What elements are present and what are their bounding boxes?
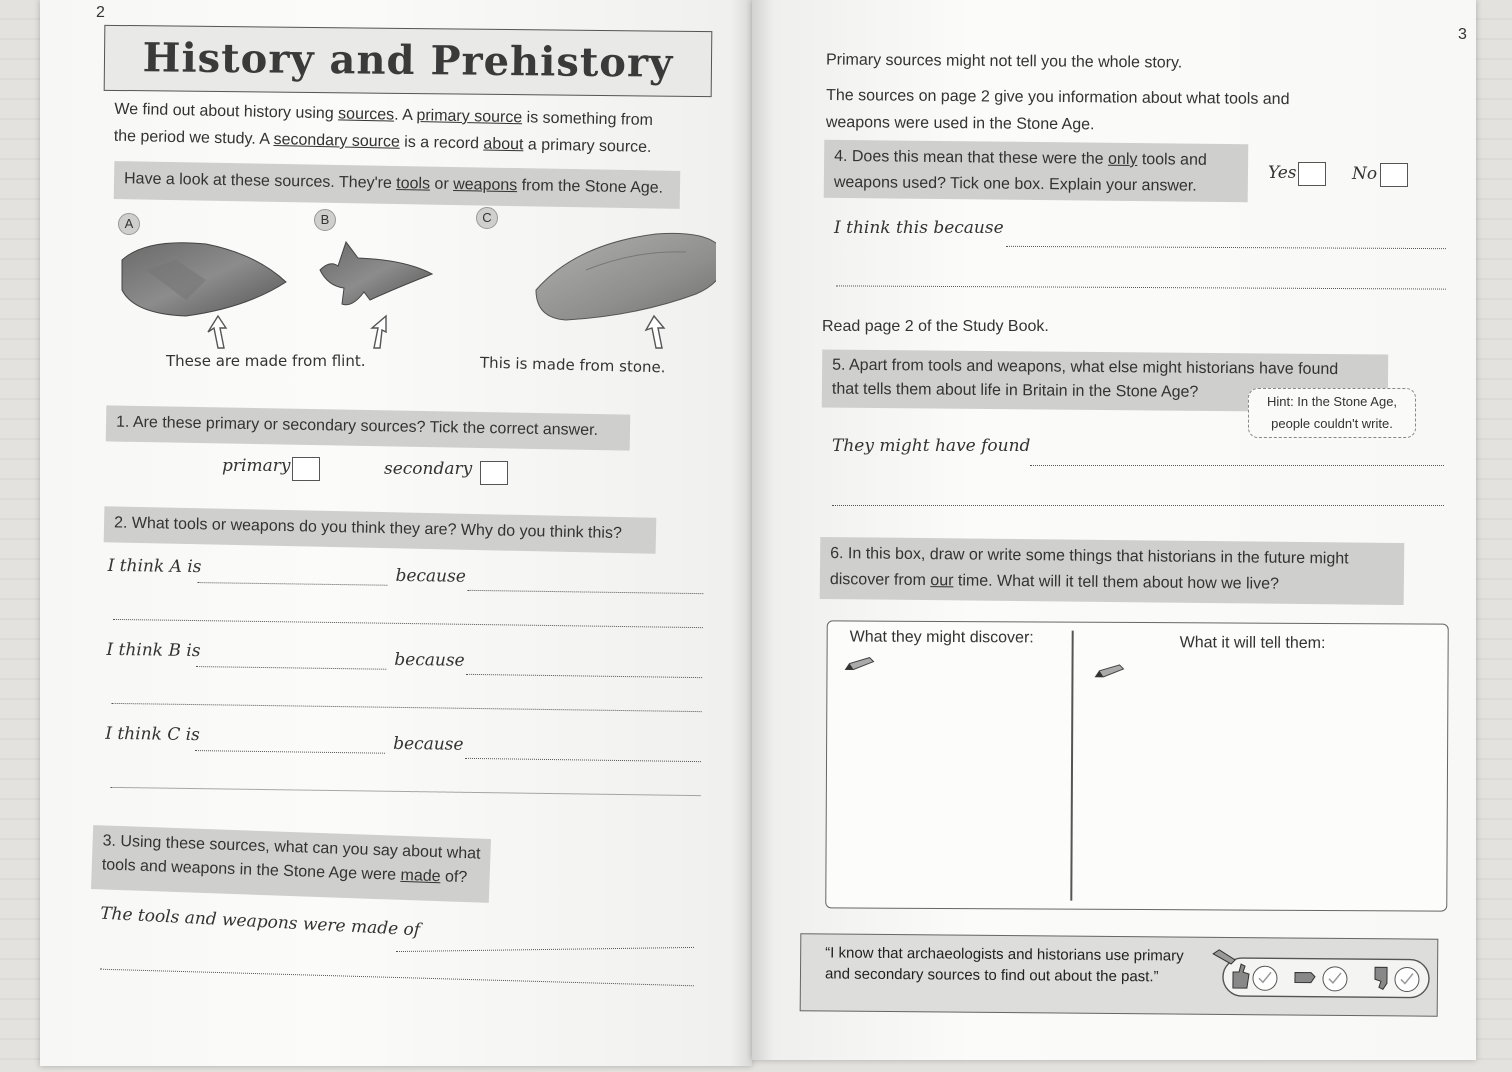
page-number-left: 2 xyxy=(96,4,105,21)
q4-no-checkbox[interactable] xyxy=(1380,163,1408,187)
q4-only: only xyxy=(1107,150,1138,169)
q3-answer-lead: The tools and weapons were made of xyxy=(99,903,421,941)
q2-lead-b: I think B is xyxy=(106,639,201,662)
q1-primary-checkbox[interactable] xyxy=(292,457,320,481)
q4-no-label: No xyxy=(1352,164,1378,184)
read-study-book: Read page 2 of the Study Book. xyxy=(822,318,1049,335)
intro-text-2: . A xyxy=(393,106,417,125)
q4-text-2: tools and xyxy=(1137,151,1207,169)
page-title: History and Prehistory xyxy=(142,34,674,87)
q4-line2: weapons used? Tick one box. Explain your answer. xyxy=(833,173,1197,195)
q5-answer-line2[interactable] xyxy=(832,504,1444,506)
tick-circle-3[interactable] xyxy=(1395,967,1419,991)
quote-line1: “I know that archaeologists and historians use primary xyxy=(825,944,1184,965)
left-page xyxy=(40,0,752,1066)
q2-reason-b-line2[interactable] xyxy=(112,702,702,712)
question-4-bar xyxy=(824,140,1249,202)
q3-text-end: of? xyxy=(440,868,468,887)
right-intro-1: Primary sources might not tell you the whole story. xyxy=(825,51,1183,72)
stone-tool-c-icon xyxy=(536,233,716,320)
q3-answer-field[interactable] xyxy=(396,946,694,952)
q2-lead-a: I think A is xyxy=(107,555,202,578)
q2-answer-b-field[interactable] xyxy=(196,665,386,670)
tick-circle-2[interactable] xyxy=(1323,967,1347,991)
title-banner xyxy=(104,25,713,97)
q2-answer-a-field[interactable] xyxy=(197,581,387,586)
right-intro-2 xyxy=(826,82,1290,140)
q3-made: made xyxy=(400,866,441,886)
q2-because-b: because xyxy=(394,649,465,671)
intro-about: about xyxy=(483,135,524,154)
page-number-right: 3 xyxy=(1458,26,1467,43)
self-assessment-quote xyxy=(825,942,1184,987)
pencil-icon xyxy=(1093,663,1125,681)
q2-answer-c-field[interactable] xyxy=(195,749,385,754)
label-b: B xyxy=(314,209,336,231)
q1-secondary-checkbox[interactable] xyxy=(480,461,508,485)
hint-bubble xyxy=(1248,388,1416,438)
q2-because-c: because xyxy=(393,733,464,755)
rating-scale xyxy=(1211,948,1433,1006)
q6-text: discover from xyxy=(829,571,931,590)
q5-answer-field[interactable] xyxy=(1030,464,1444,466)
intro-sources: sources xyxy=(337,105,395,124)
look-weapons: weapons xyxy=(453,175,518,195)
caption-stone: This is made from stone. xyxy=(479,353,666,377)
q2-reason-c-line2[interactable] xyxy=(111,786,701,796)
q4-yes-checkbox[interactable] xyxy=(1298,162,1326,186)
q3-text: tools and weapons in the Stone Age were xyxy=(101,856,401,884)
look-text-2: or xyxy=(429,175,454,193)
label-c: C xyxy=(476,207,498,229)
question-2-answers xyxy=(104,556,707,814)
self-assessment-box xyxy=(800,933,1439,1017)
question-3-bar xyxy=(91,825,491,903)
q6-line1: 6. In this box, draw or write some things that historians in the future might xyxy=(830,545,1349,568)
q4-answer-lead: I think this because xyxy=(834,218,1004,238)
question-1-bar: 1. Are these primary or secondary sources? Tick the correct answer. xyxy=(106,405,631,450)
intro-text-6: a primary source. xyxy=(523,136,652,156)
stone-age-artefacts xyxy=(116,230,716,360)
intro-text: We find out about history using xyxy=(114,100,339,123)
intro-text-5: is a record xyxy=(399,133,484,153)
q2-lead-c: I think C is xyxy=(105,723,200,746)
q2-reason-b-field[interactable] xyxy=(466,673,702,678)
hint-line2: people couldn't write. xyxy=(1271,416,1393,431)
tick-circle-1[interactable] xyxy=(1253,966,1277,990)
q1-secondary-label: secondary xyxy=(384,459,473,479)
q3-line1: 3. Using these sources, what can you say about what xyxy=(102,832,481,863)
col1-header: What they might discover: xyxy=(849,628,1034,647)
right-intro-2-line2: weapons were used in the Stone Age. xyxy=(825,113,1095,134)
arrowhead-b-icon xyxy=(320,242,432,305)
q2-reason-c-field[interactable] xyxy=(465,757,701,762)
q6-our: our xyxy=(930,572,954,590)
flint-blade-a-icon xyxy=(122,243,286,316)
look-at-sources-bar xyxy=(114,161,681,209)
look-tools: tools xyxy=(396,174,431,193)
q2-because-a: because xyxy=(395,565,466,587)
q2-reason-a-field[interactable] xyxy=(467,589,703,594)
look-text: Have a look at these sources. They're xyxy=(123,170,397,192)
col2-header: What it will tell them: xyxy=(1179,634,1326,652)
arrows xyxy=(208,316,664,348)
caption-flint: These are made from flint. xyxy=(166,352,366,370)
q5-line2: that tells them about life in Britain in the Stone Age? xyxy=(831,380,1199,401)
q4-yes-label: Yes xyxy=(1268,163,1297,183)
intro-primary-source: primary source xyxy=(416,107,523,127)
pencil-icon xyxy=(1213,950,1235,964)
question-6-bar xyxy=(820,537,1405,605)
intro-text-3: is something from xyxy=(522,109,654,129)
q4-answer-line2[interactable] xyxy=(836,284,1446,289)
look-text-3: from the Stone Age. xyxy=(517,177,664,197)
pencil-icon xyxy=(843,655,875,673)
thumbs-sideways-icon xyxy=(1295,973,1315,983)
q2-reason-a-line2[interactable] xyxy=(113,618,703,628)
q4-answer-field[interactable] xyxy=(1006,245,1446,249)
q6-draw-box[interactable] xyxy=(825,620,1448,911)
intro-paragraph xyxy=(114,96,715,163)
quote-line2: and secondary sources to find out about the past.” xyxy=(824,965,1159,986)
q4-text: 4. Does this mean that these were the xyxy=(834,147,1109,168)
q3-answer-line2[interactable] xyxy=(100,968,694,987)
right-intro-2-line1: The sources on page 2 give you information about what tools and xyxy=(826,86,1290,109)
q1-primary-label: primary xyxy=(222,456,291,476)
intro-text-4: the period we study. A xyxy=(113,127,274,149)
column-divider xyxy=(1070,631,1073,901)
hint-line1: Hint: In the Stone Age, xyxy=(1266,394,1398,409)
q5-line1: 5. Apart from tools and weapons, what else might historians have found xyxy=(832,356,1339,379)
q6-text-2: time. What will it tell them about how we live? xyxy=(953,572,1280,593)
label-a: A xyxy=(118,213,140,235)
right-page xyxy=(752,0,1476,1060)
intro-secondary-source: secondary source xyxy=(273,131,401,151)
q5-answer-lead: They might have found xyxy=(832,436,1031,456)
question-2-bar: 2. What tools or weapons do you think they are? Why do you think this? xyxy=(104,506,657,554)
